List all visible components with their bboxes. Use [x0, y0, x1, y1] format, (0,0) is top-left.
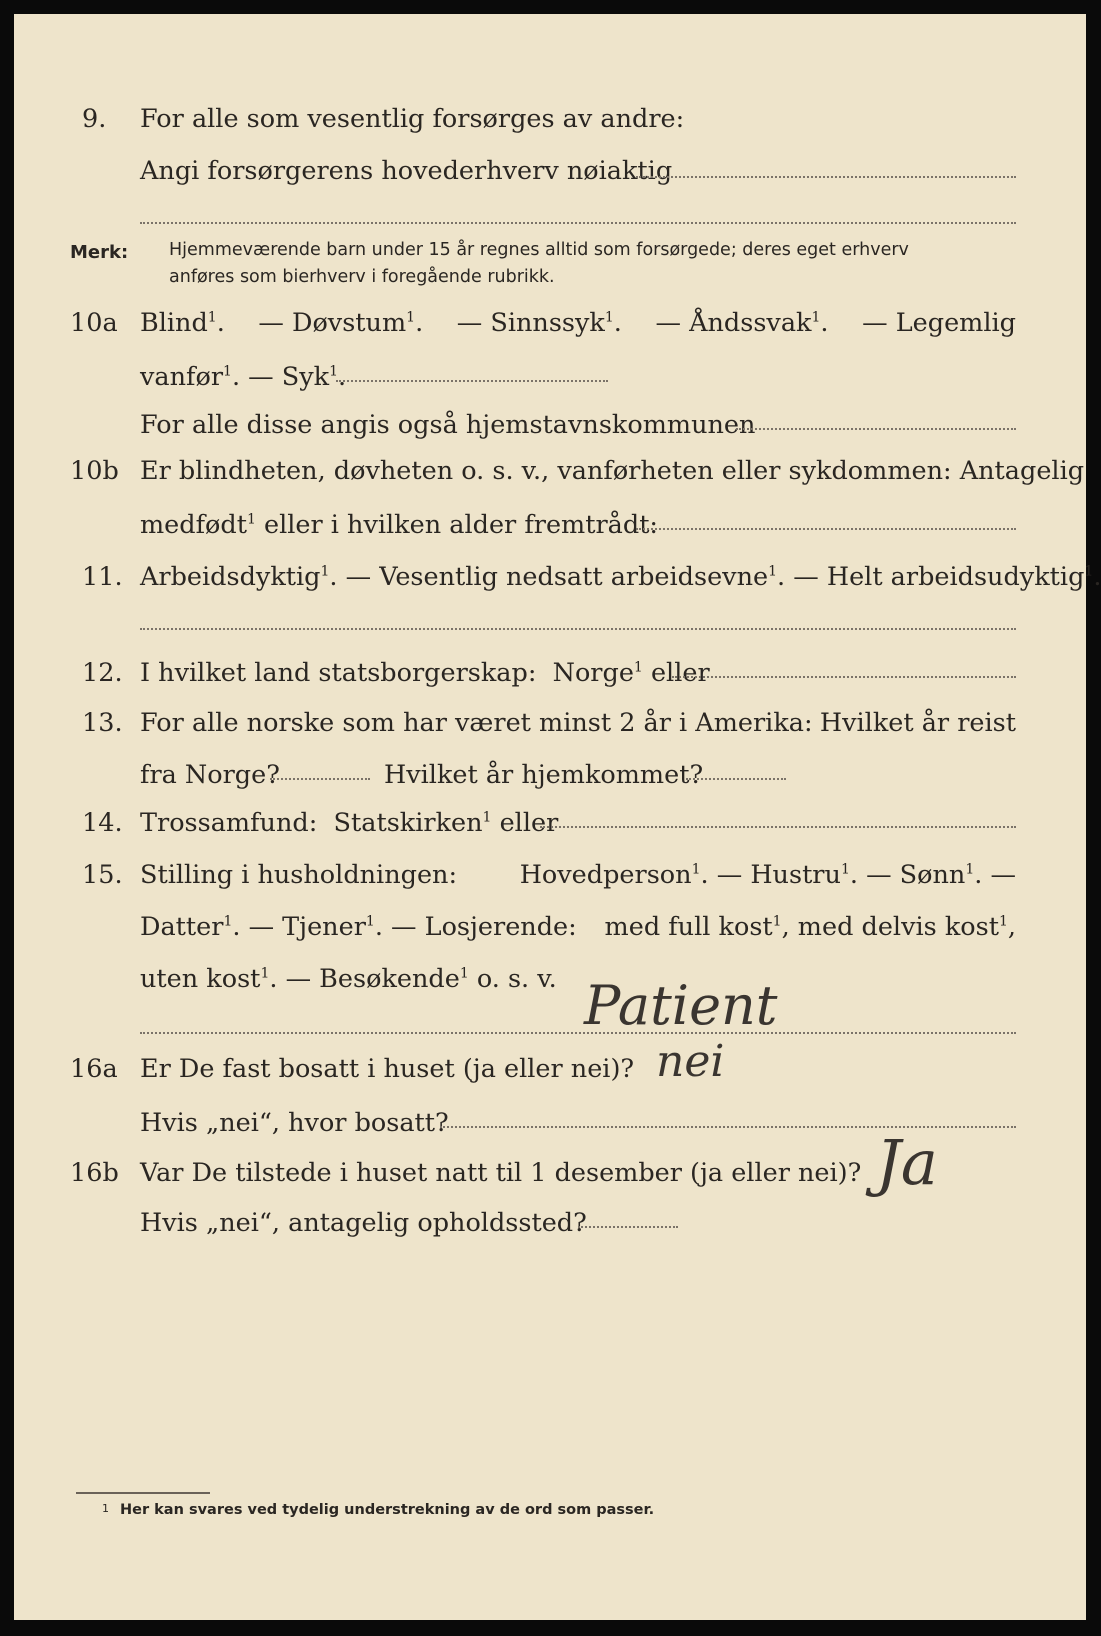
q14-number: 14. — [82, 808, 123, 838]
q10a-dovstum: — Døvstum$^1$. — [258, 308, 424, 338]
q13-hjemkommet-line — [686, 778, 786, 780]
q16b-answer-line — [578, 1226, 678, 1228]
q10a-andssvak: — Åndssvak$^1$. — [655, 308, 829, 338]
census-form-page — [14, 14, 1101, 1620]
q16b-line1: Var De tilstede i huset natt til 1 desember (ja eller nei)? — [140, 1158, 862, 1188]
q13-hjemkommet: Hvilket år hjemkommet? — [384, 760, 704, 790]
q13-reist-line — [270, 778, 370, 780]
q16a-line2: Hvis „nei“, hvor bosatt? — [140, 1108, 449, 1138]
q10a-answer-line — [336, 380, 608, 382]
q10a-line1 — [140, 308, 1016, 338]
q12-answer-line — [672, 676, 1016, 678]
q10b-answer-line — [636, 528, 1016, 530]
q10b-number: 10b — [70, 456, 119, 486]
q10a-number: 10a — [70, 308, 118, 338]
q15-handwritten-answer: Patient — [584, 974, 778, 1037]
q9-answer-line-2 — [140, 222, 1016, 224]
merk-label: Merk: — [70, 242, 129, 263]
footnote-number: 1 — [102, 1502, 109, 1515]
q13-number: 13. — [82, 708, 123, 738]
q9-line2: Angi forsørgerens hovederhverv nøiaktig — [140, 156, 673, 186]
q16b-handwritten-answer: Ja — [876, 1126, 938, 1199]
q13-fra-norge: fra Norge? — [140, 760, 280, 790]
q16a-handwritten-answer: nei — [656, 1036, 725, 1087]
footnote-text: Her kan svares ved tydelig understrekning av de ord som passer. — [120, 1502, 655, 1518]
footnote-rule — [76, 1492, 210, 1494]
q16b-line2: Hvis „nei“, antagelig opholdssted? — [140, 1208, 587, 1238]
q16a-number: 16a — [70, 1054, 118, 1084]
merk-line1: Hjemmeværende barn under 15 år regnes alltid som forsørgede; deres eget erhverv — [169, 240, 909, 260]
q10b-line1: Er blindheten, døvheten o. s. v., vanførheten eller sykdommen: Antagelig — [140, 456, 1085, 486]
q16b-number: 16b — [70, 1158, 119, 1188]
q11-line1: Arbeidsdyktig$^1$. — Vesentlig nedsatt arbeidsevne$^1$. — Helt arbeidsudyktig$^1$. — [140, 562, 1101, 592]
q15-line2: Datter$^1$. — Tjener$^1$. — Losjerende: med full kost$^1$, med delvis kost$^1$, — [140, 912, 1016, 942]
q12-number: 12. — [82, 658, 123, 688]
q10a-line2: vanfør$^1$. — Syk$^1$. — [140, 362, 347, 392]
q10a-hjemstavn-line — [736, 428, 1016, 430]
q10a-blind: Blind$^1$. — [140, 308, 225, 338]
q15-answer-line — [140, 1032, 1016, 1034]
q14-answer-line — [540, 826, 1016, 828]
q14-line1: Trossamfund: Statskirken$^1$ eller — [140, 808, 559, 838]
q15-line1: Stilling i husholdningen: Hovedperson$^1$. — Hustru$^1$. — Sønn$^1$. — — [140, 860, 1016, 890]
merk-line2: anføres som bierhverv i foregående rubrikk. — [169, 267, 555, 287]
q13-line1: For alle norske som har været minst 2 år i Amerika: Hvilket år reist — [140, 708, 1016, 738]
q10a-line3: For alle disse angis også hjemstavnskommunen — [140, 410, 756, 440]
q11-answer-line — [140, 628, 1016, 630]
q16a-line1: Er De fast bosatt i huset (ja eller nei)? — [140, 1054, 635, 1084]
q9-answer-line — [636, 176, 1016, 178]
q9-number: 9. — [82, 104, 107, 134]
q15-line3: uten kost$^1$. — Besøkende$^1$ o. s. v. — [140, 964, 557, 994]
q10a-sinnssyk: — Sinnssyk$^1$. — [456, 308, 622, 338]
q15-number: 15. — [82, 860, 123, 890]
q9-line1: For alle som vesentlig forsørges av andre: — [140, 104, 685, 134]
q11-number: 11. — [82, 562, 123, 592]
q10b-line2: medfødt$^1$ eller i hvilken alder fremtrådt: — [140, 510, 659, 540]
q10a-legemlig: — Legemlig — [862, 308, 1016, 338]
q12-line1: I hvilket land statsborgerskap: Norge$^1$ eller — [140, 658, 710, 688]
